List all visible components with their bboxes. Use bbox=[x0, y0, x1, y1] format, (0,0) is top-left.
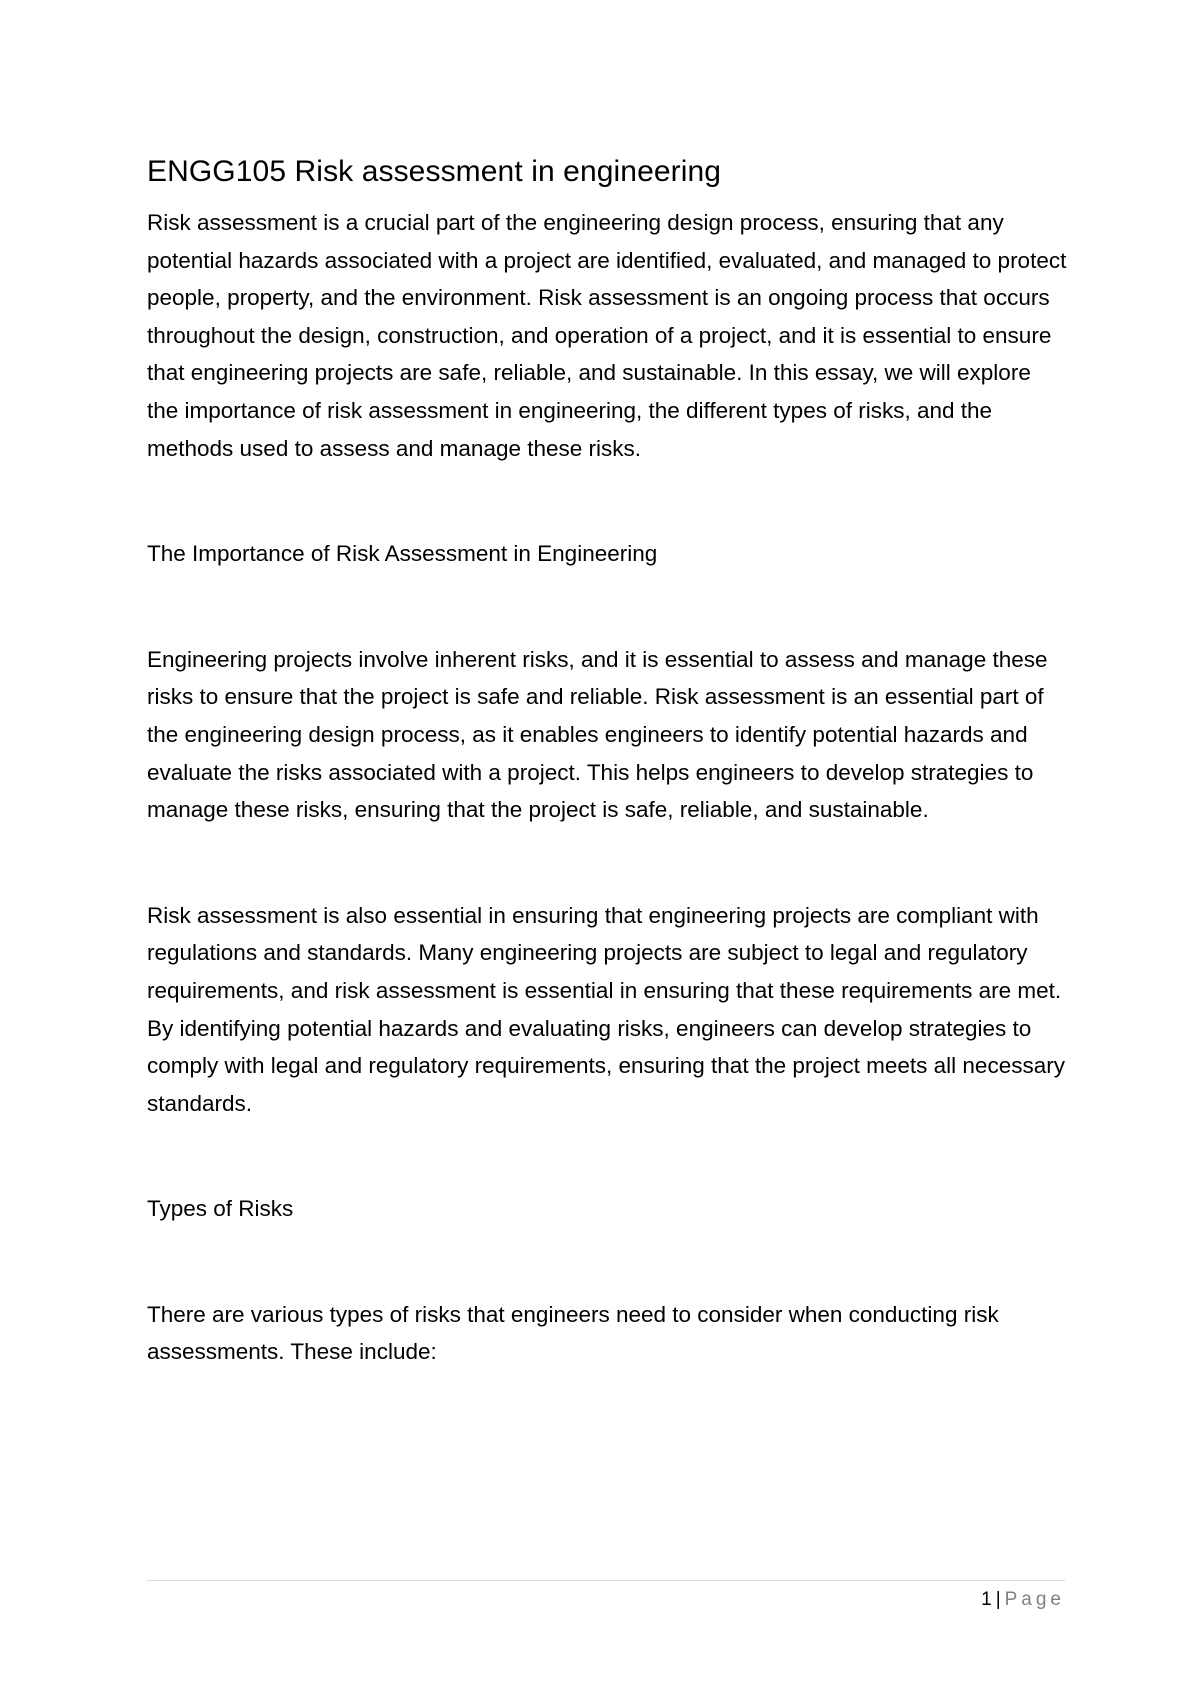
page-number: 1 bbox=[981, 1589, 992, 1610]
footer-separator: | bbox=[995, 1589, 1001, 1610]
intro-paragraph: Risk assessment is a crucial part of the engineering design process, ensuring that any potential hazards associated with a project are identified, evaluated, and managed to protect people, property, and the environment. Risk assessment is an ongoing process that occurs throughout the design, construction, and operation of a project, and it is essential to ensure that engineering projects are safe, reliable, and sustainable. In this essay, we will explore the importance of risk assessment in engineering, the different types of risks, and the methods used to assess and manage these risks. bbox=[147, 210, 1067, 461]
page-footer bbox=[147, 1580, 1065, 1610]
types-paragraph-1: There are various types of risks that engineers need to consider when conducting risk assessments. These include: bbox=[147, 1301, 999, 1365]
section-heading-importance: The Importance of Risk Assessment in Engineering bbox=[147, 541, 658, 567]
page-word: Page bbox=[1004, 1589, 1065, 1610]
document-body bbox=[147, 152, 1067, 1371]
importance-paragraph-1: Engineering projects involve inherent risks, and it is essential to assess and manage these risks to ensure that the project is safe and reliable. Risk assessment is an essential part of the engineering design process, as it enables engineers to identify potential hazards and evaluate the risks associated with a project. This helps engineers to develop strategies to manage these risks, ensuring that the project is safe, reliable, and sustainable. bbox=[147, 646, 1048, 823]
document-title: ENGG105 Risk assessment in engineering bbox=[147, 155, 722, 188]
importance-paragraph-2: Risk assessment is also essential in ensuring that engineering projects are compliant with regulations and standards. Many engineering projects are subject to legal and regulatory requirements, and risk assessment is essential in ensuring that these requirements are met. By identifying potential hazards and evaluating risks, engineers can develop strategies to comply with legal and regulatory requirements, ensuring that the project meets all necessary standards. bbox=[147, 902, 1065, 1116]
section-heading-types: Types of Risks bbox=[147, 1196, 294, 1222]
page-number-label bbox=[981, 1585, 1065, 1615]
